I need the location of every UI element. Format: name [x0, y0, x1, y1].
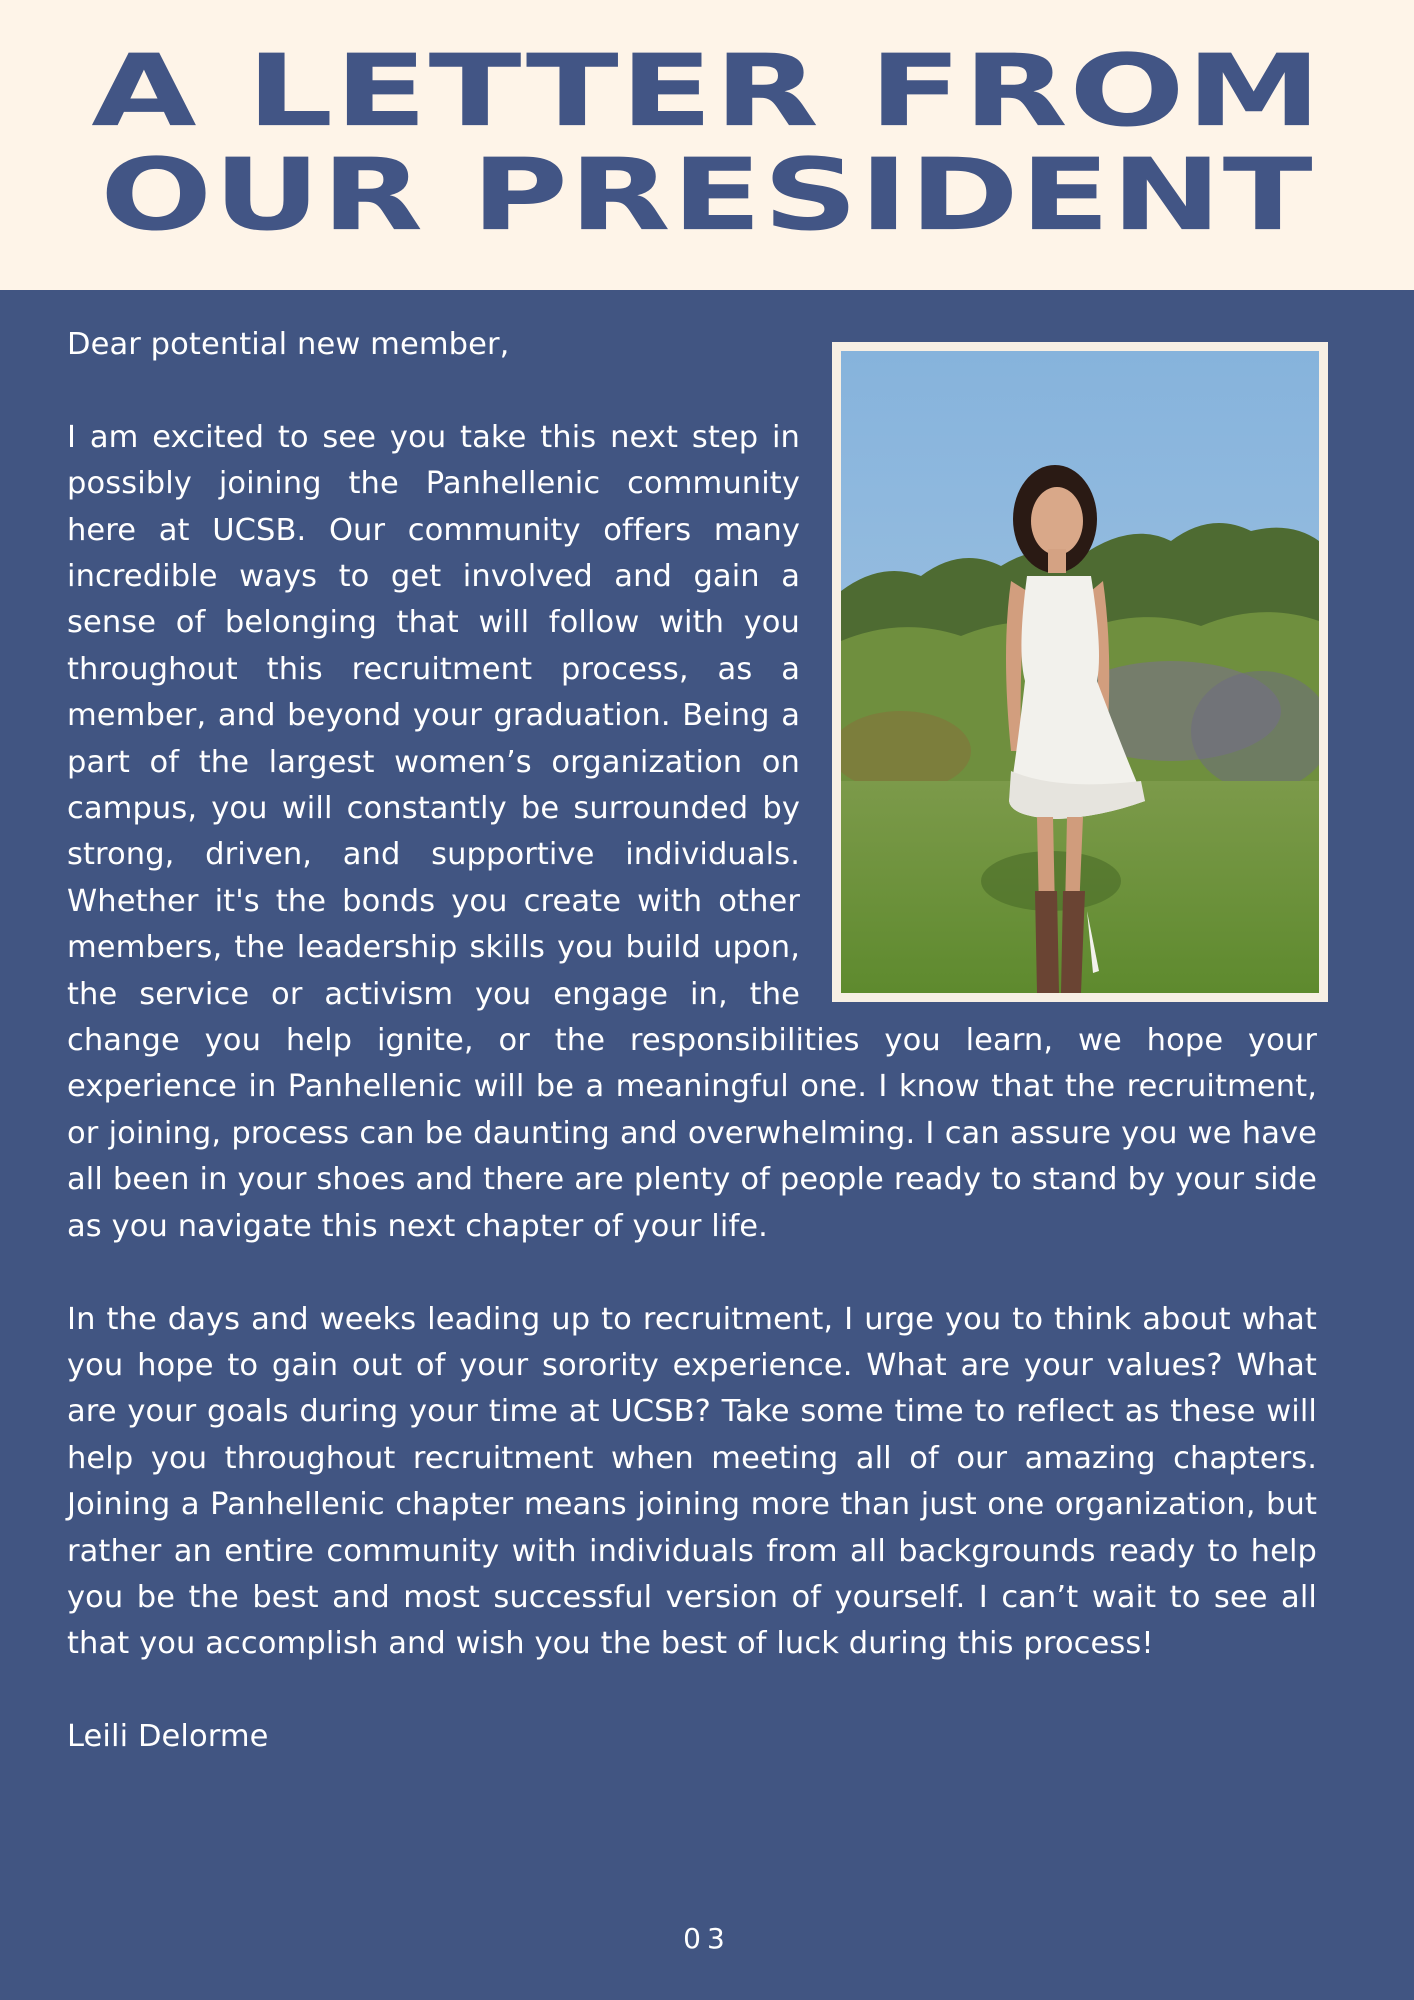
letter-paragraph-2: In the days and weeks leading up to recruitment, I urge you to think about what you hope to gain out of your sorority experience. What are your values? What are your goals during your time at UCSB? Take some time to reflect as these will help you throughout recruitment when meeting all of our amazing chapters. Joining a Panhellenic chapter means joining more than just one organization, but rather an entire community with individuals from all backgrounds ready to help you be the best and most successful version of yourself. I can’t wait to see all that you accomplish and wish you the best of luck during this process!: [67, 1301, 1317, 1662]
letter-signature: Leili Delorme: [67, 1719, 269, 1755]
title-line-1: A LETTER FROM: [91, 34, 1323, 150]
page-header: [0, 0, 1414, 290]
page-number: 03: [683, 1922, 731, 1955]
letter-greeting: Dear potential new member,: [67, 327, 510, 362]
president-photo-illustration: [841, 351, 1319, 993]
letter-body: [67, 322, 1317, 1761]
title-line-2: OUR PRESIDENT: [100, 138, 1314, 254]
president-photo: [832, 342, 1328, 1002]
letter-paragraph-1: I am excited to see you take this next step in possibly joining the Panhellenic community here at UCSB. Our community offers many incredible ways to get involved and gain a sense of belonging that will follow with you throughout this recruitment process, as a member, and beyond your graduation. Being a part of the largest women’s organization on campus, you will constantly be surrounded by strong, driven, and supportive individuals. Whether it's the bonds you create with other members, the leadership skills you build upon, the service or activism you engage in, the change you help ignite, or the responsibilities you learn, we hope your experience in Panhellenic will be a meaningful one. I know that the recruitment, or joining, process can be daunting and overwhelming. I can assure you we have all been in your shoes and there are plenty of people ready to stand by your side as you navigate this next chapter of your life.: [67, 419, 1317, 1244]
